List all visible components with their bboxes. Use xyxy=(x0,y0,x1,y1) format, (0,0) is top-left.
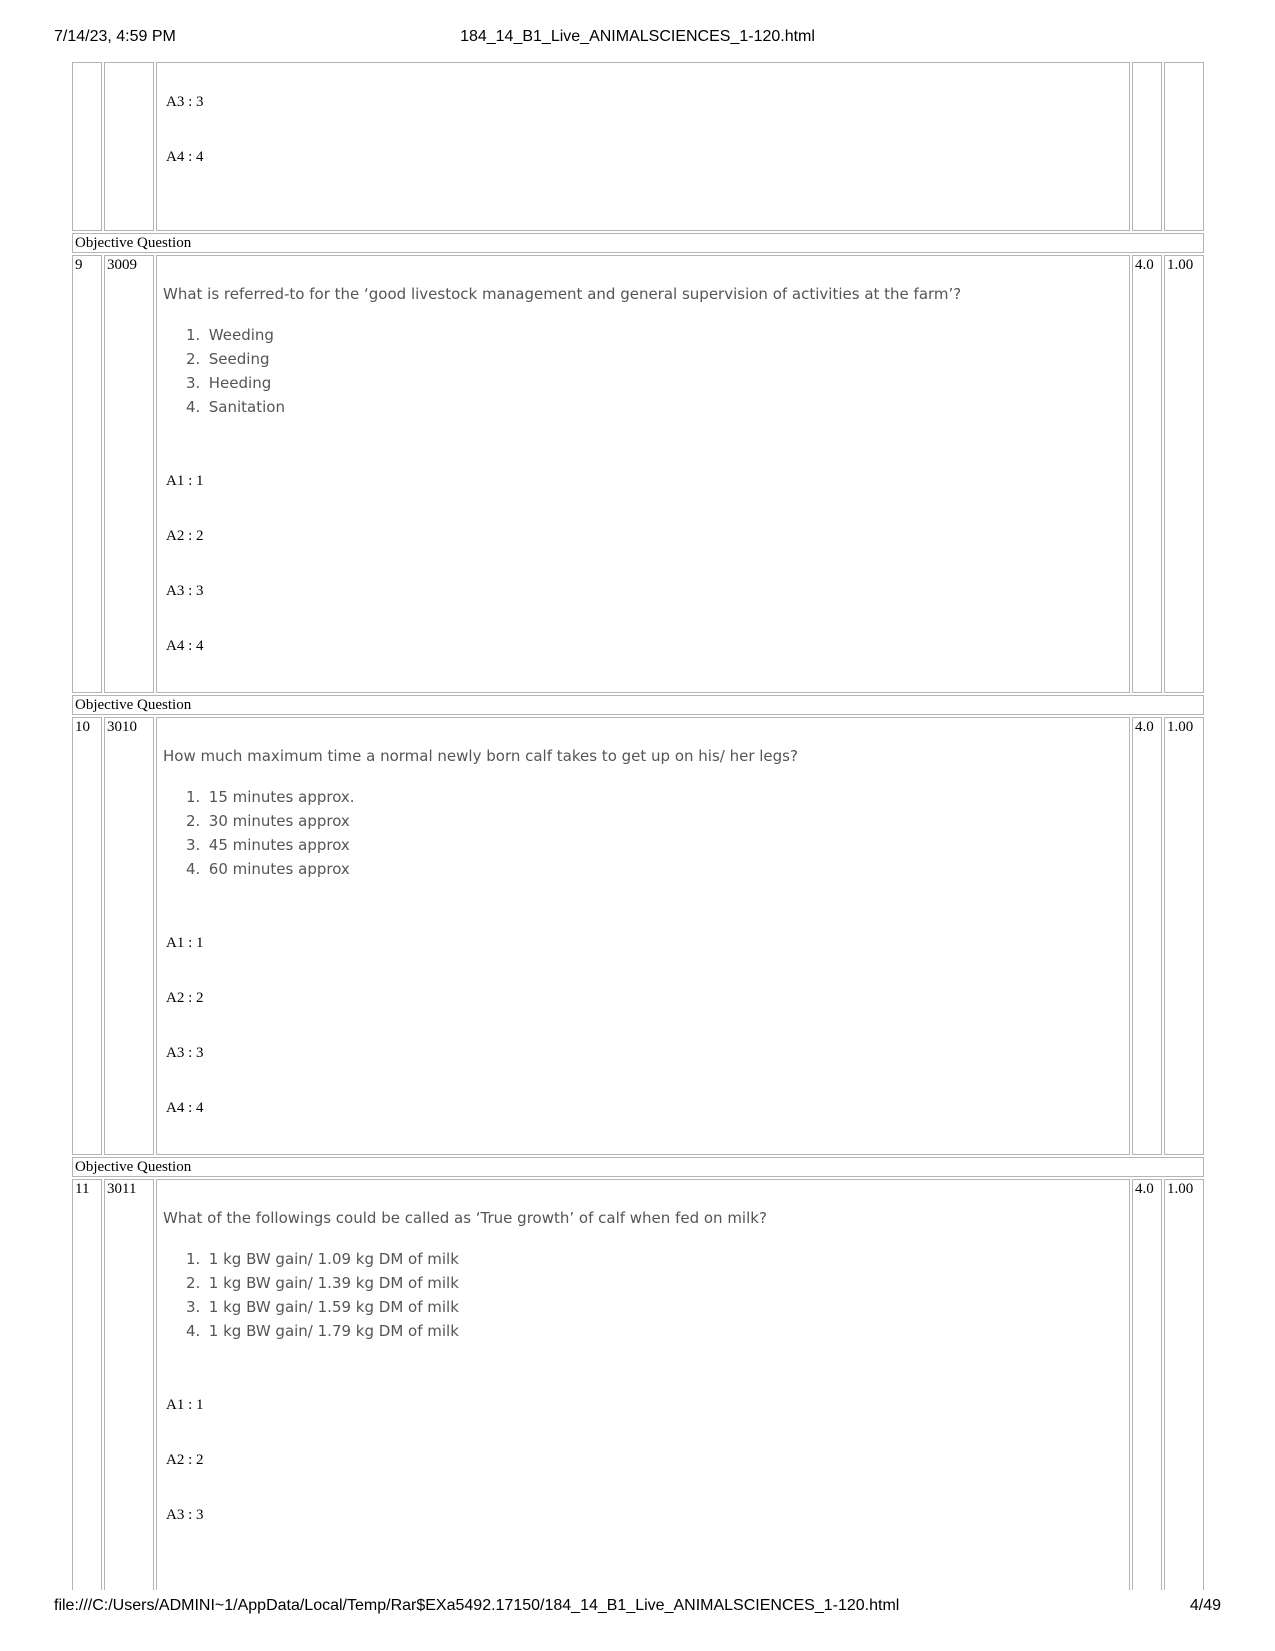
document-title: 184_14_B1_Live_ANIMALSCIENCES_1-120.html xyxy=(460,28,815,45)
option-text: Seeding xyxy=(208,350,270,368)
question-body-cell xyxy=(156,255,1130,693)
option-item xyxy=(186,833,1127,857)
option-item xyxy=(186,1247,1127,1271)
option-item xyxy=(186,1295,1127,1319)
option-number: 3. xyxy=(186,374,201,392)
option-item xyxy=(186,395,1127,419)
question-row xyxy=(72,255,1204,693)
option-number: 4. xyxy=(186,860,201,878)
option-number: 1. xyxy=(186,326,201,344)
option-number: 3. xyxy=(186,1298,201,1316)
option-item xyxy=(186,1271,1127,1295)
answer-list xyxy=(166,92,1127,229)
question-table xyxy=(70,60,1206,1590)
negative-marks-cell: 1.00 xyxy=(1164,717,1204,1155)
sn-cell: 10 xyxy=(72,717,102,1155)
print-footer xyxy=(0,1597,1275,1625)
option-text: Heeding xyxy=(208,374,272,392)
answer-option: A3 : 3 xyxy=(166,94,204,110)
option-text: 15 minutes approx. xyxy=(208,788,355,806)
question-sheet xyxy=(70,60,1206,1590)
option-item xyxy=(186,1319,1127,1343)
answer-option: A2 : 2 xyxy=(166,1452,204,1468)
option-list xyxy=(186,785,1127,881)
option-number: 2. xyxy=(186,350,201,368)
file-path: file:///C:/Users/ADMINI~1/AppData/Local/Temp/Rar$EXa5492.17150/184_14_B1_Live_ANIMALSCIENCES_1-120.html xyxy=(54,1597,900,1614)
qid-cell xyxy=(104,62,154,231)
answer-option: A3 : 3 xyxy=(166,1507,204,1523)
answer-option: A1 : 1 xyxy=(166,935,204,951)
option-number: 1. xyxy=(186,1250,201,1268)
question-type-row xyxy=(72,233,1204,253)
option-number: 2. xyxy=(186,812,201,830)
answer-option: A1 : 1 xyxy=(166,473,204,489)
answer-option: A3 : 3 xyxy=(166,1045,204,1061)
print-datetime: 7/14/23, 4:59 PM xyxy=(54,28,176,45)
continued-question-row xyxy=(72,62,1204,231)
option-number: 4. xyxy=(186,398,201,416)
answer-option: A4 : 4 xyxy=(166,149,204,165)
sn-cell: 11 xyxy=(72,1179,102,1590)
answer-list xyxy=(166,1395,1127,1590)
answer-list xyxy=(166,933,1127,1153)
answer-list xyxy=(166,471,1127,691)
question-row xyxy=(72,717,1204,1155)
question-body-cell xyxy=(156,1179,1130,1590)
negative-marks-cell xyxy=(1164,62,1204,231)
option-text: 1 kg BW gain/ 1.59 kg DM of milk xyxy=(208,1298,459,1316)
option-text: 30 minutes approx xyxy=(208,812,350,830)
option-text: Weeding xyxy=(208,326,274,344)
answer-option: A1 : 1 xyxy=(166,1397,204,1413)
marks-cell: 4.0 xyxy=(1132,1179,1162,1590)
question-type-row xyxy=(72,1157,1204,1177)
marks-cell: 4.0 xyxy=(1132,717,1162,1155)
question-body-cell xyxy=(156,62,1130,231)
option-text: 1 kg BW gain/ 1.39 kg DM of milk xyxy=(208,1274,459,1292)
qid-cell: 3010 xyxy=(104,717,154,1155)
option-text: Sanitation xyxy=(208,398,285,416)
question-text: What of the followings could be called as ‘True growth’ of calf when fed on milk? xyxy=(163,1209,767,1227)
question-text: What is referred-to for the ‘good livestock management and general supervision of activities at the farm’? xyxy=(163,285,962,303)
question-body-cell xyxy=(156,717,1130,1155)
answer-option: A3 : 3 xyxy=(166,583,204,599)
print-header xyxy=(0,28,1275,56)
marks-cell xyxy=(1132,62,1162,231)
page-number: 4/49 xyxy=(1189,1597,1221,1614)
question-type-label: Objective Question xyxy=(72,1157,1204,1177)
option-list xyxy=(186,1247,1127,1343)
option-item xyxy=(186,785,1127,809)
answer-spacer xyxy=(166,1560,1127,1590)
option-number: 1. xyxy=(186,788,201,806)
question-text: How much maximum time a normal newly born calf takes to get up on his/ her legs? xyxy=(163,747,798,765)
option-item xyxy=(186,371,1127,395)
question-row xyxy=(72,1179,1204,1590)
question-type-row xyxy=(72,695,1204,715)
option-number: 3. xyxy=(186,836,201,854)
sn-cell: 9 xyxy=(72,255,102,693)
option-item xyxy=(186,323,1127,347)
qid-cell: 3011 xyxy=(104,1179,154,1590)
option-number: 4. xyxy=(186,1322,201,1340)
question-type-label: Objective Question xyxy=(72,233,1204,253)
option-item xyxy=(186,809,1127,833)
negative-marks-cell: 1.00 xyxy=(1164,1179,1204,1590)
option-item xyxy=(186,857,1127,881)
answer-option: A2 : 2 xyxy=(166,528,204,544)
marks-cell: 4.0 xyxy=(1132,255,1162,693)
option-text: 45 minutes approx xyxy=(208,836,350,854)
option-text: 60 minutes approx xyxy=(208,860,350,878)
negative-marks-cell: 1.00 xyxy=(1164,255,1204,693)
qid-cell: 3009 xyxy=(104,255,154,693)
option-item xyxy=(186,347,1127,371)
option-text: 1 kg BW gain/ 1.09 kg DM of milk xyxy=(208,1250,459,1268)
question-type-label: Objective Question xyxy=(72,695,1204,715)
sn-cell xyxy=(72,62,102,231)
answer-option: A4 : 4 xyxy=(166,1100,204,1116)
option-number: 2. xyxy=(186,1274,201,1292)
answer-option: A2 : 2 xyxy=(166,990,204,1006)
option-text: 1 kg BW gain/ 1.79 kg DM of milk xyxy=(208,1322,459,1340)
answer-option: A4 : 4 xyxy=(166,638,204,654)
option-list xyxy=(186,323,1127,419)
